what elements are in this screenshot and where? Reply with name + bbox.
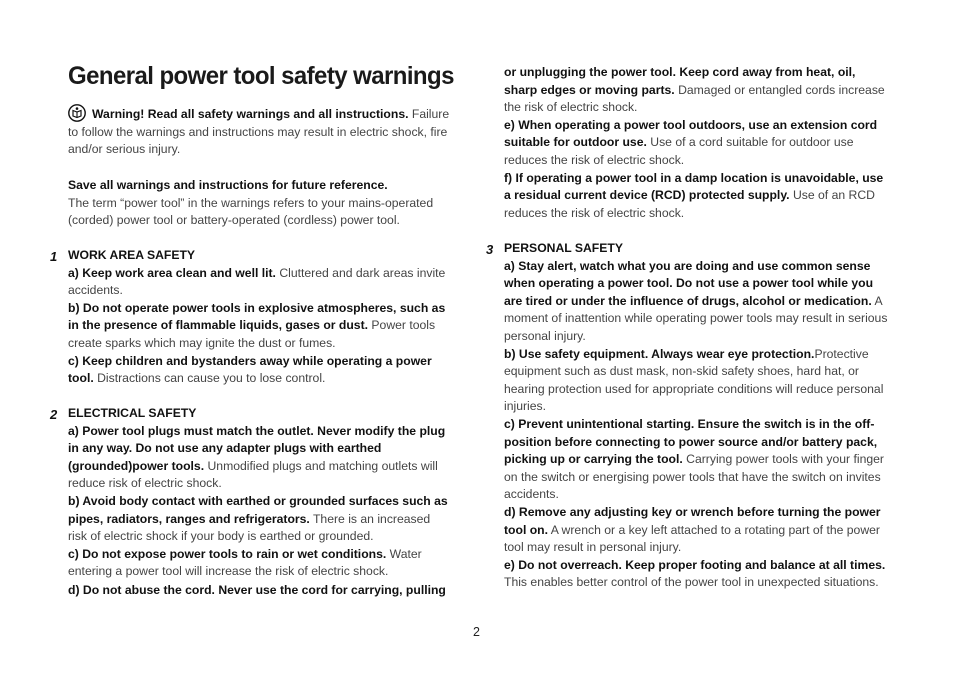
list-item: b) Avoid body contact with earthed or grounded surfaces such as pipes, radiators, ranges and refrigerators. There is an increased risk of electric shock if your body is earthed or grounded. xyxy=(68,493,448,544)
section-heading: ELECTRICAL SAFETY xyxy=(68,406,197,420)
page-number: 2 xyxy=(473,625,480,639)
list-item: d) Remove any adjusting key or wrench before turning the power tool on. A wrench or a key left attached to a rotating part of the power tool may result in personal injury. xyxy=(504,504,881,555)
list-item: c) Keep children and bystanders away while operating a power tool. Distractions can cause you to lose control. xyxy=(68,353,432,386)
section-electrical-safety-continued xyxy=(504,64,888,222)
save-paragraph xyxy=(68,177,452,230)
warning-text: Failure to follow the warnings and instructions may result in electric shock, fire and/or serious injury. xyxy=(68,107,450,157)
section-2-item-d-start: d) Do not abuse the cord. Never use the cord for carrying, pulling xyxy=(68,583,446,597)
warning-lead: Warning! Read all safety warnings and all instructions. xyxy=(92,107,409,121)
list-item: c) Prevent unintentional starting. Ensure the switch is in the off-position before connecting to power source and/or battery pack, picking up or carrying the tool. Carrying power tools with your finger on the switch or energising power tools that have the switch on invites accidents. xyxy=(504,416,884,502)
save-lead: Save all warnings and instructions for future reference. xyxy=(68,178,388,192)
save-text: The term “power tool” in the warnings refers to your mains-operated (corded) power tool or battery-operated (cordless) power tool. xyxy=(68,195,434,228)
page-title: General power tool safety warnings xyxy=(68,62,454,90)
section-1-number: 1 xyxy=(50,249,58,264)
list-item: e) When operating a power tool outdoors, use an extension cord suitable for outdoor use. Use of a cord suitable for outdoor use reduces the risk of electric shock. xyxy=(504,117,878,167)
list-item: a) Keep work area clean and well lit. Cluttered and dark areas invite accidents. xyxy=(68,265,446,298)
section-heading: WORK AREA SAFETY xyxy=(68,248,196,262)
list-item: b) Do not operate power tools in explosive atmospheres, such as in the presence of flammable liquids, gases or dust. Power tools create sparks which may ignite the dust or fumes. xyxy=(68,300,446,350)
list-item: e) Do not overreach. Keep proper footing and balance at all times. This enables better control of the power tool in unexpected situations. xyxy=(504,557,886,590)
list-item: a) Power tool plugs must match the outlet. Never modify the plug in any way. Do not use any adapter plugs with earthed (grounded)power tools. Unmodified plugs and matching outlets will reduce risk of electric shock. xyxy=(68,423,446,491)
list-item: b) Use safety equipment. Always wear eye protection.Protective equipment such as dust mask, non-skid safety shoes, hard hat, or hearing protection used for appropriate conditions will reduce personal injuries. xyxy=(504,346,884,414)
section-heading: PERSONAL SAFETY xyxy=(504,241,623,255)
section-personal-safety xyxy=(504,240,888,592)
section-3-number: 3 xyxy=(486,242,494,257)
warning-paragraph xyxy=(68,104,452,159)
list-item: f) If operating a power tool in a damp location is unavoidable, use a residual current device (RCD) protected supply. Use of an RCD reduces the risk of electric shock. xyxy=(504,170,884,220)
list-item: c) Do not expose power tools to rain or wet conditions. Water entering a power tool will increase the risk of electric shock. xyxy=(68,546,422,579)
read-manual-icon xyxy=(68,104,86,122)
section-electrical-safety xyxy=(68,405,452,581)
list-item: a) Stay alert, watch what you are doing and use common sense when operating a power tool. Do not use a power tool while you are tired or under the influence of drugs, alcohol or medication. A moment of inattention while operating power tools may result in serious personal injury. xyxy=(504,258,888,343)
section-2-number: 2 xyxy=(50,407,58,422)
list-item: or unplugging the power tool. Keep cord away from heat, oil, sharp edges or moving parts. Damaged or entangled cords increase the risk of electric shock. xyxy=(504,65,885,115)
section-work-area-safety xyxy=(68,247,452,388)
